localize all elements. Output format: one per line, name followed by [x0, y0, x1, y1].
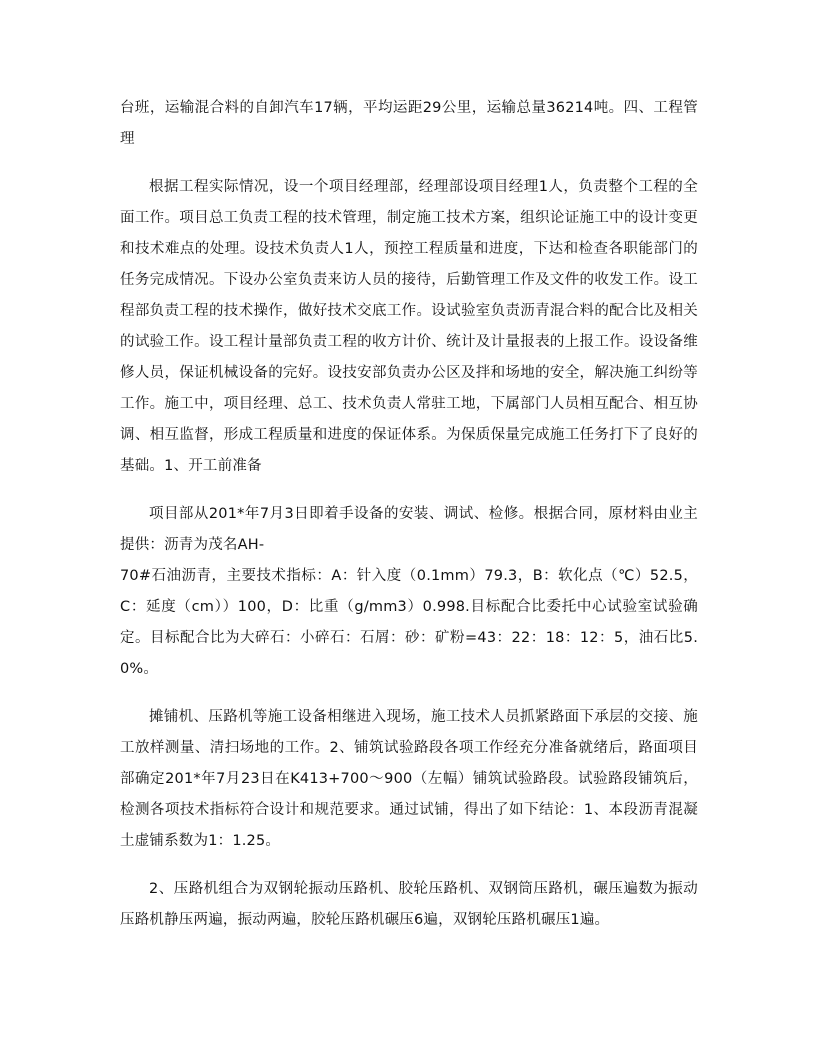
paragraph-preparation-line-1: 项目部从201*年7月3日即着手设备的安装、调试、检修。根据合同，原材料由业主提供：沥青为茂名AH- [120, 506, 698, 553]
document-body [120, 93, 698, 953]
paragraph-transport-summary: 台班，运输混合料的自卸汽车17辆，平均运距29公里，运输总量36214吨。四、工程管理 [120, 100, 698, 147]
paragraph-roller-combination: 2、压路机组合为双钢轮振动压路机、胶轮压路机、双钢筒压路机，碾压遍数为振动压路机静压两遍，振动两遍，胶轮压路机碾压6遍，双钢轮压路机碾压1遍。 [120, 881, 698, 928]
paragraph-project-management: 根据工程实际情况，设一个项目经理部，经理部设项目经理1人，负责整个工程的全面工作。项目总工负责工程的技术管理，制定施工技术方案，组织论证施工中的设计变更和技术难点的处理。设技术负责人1人，预控工程质量和进度，下达和检查各职能部门的任务完成情况。下设办公室负责来访人员的接待，后勤管理工作及文件的收发工作。设工程部负责工程的技术操作，做好技术交底工作。设试验室负责沥青混合料的配合比及相关的试验工作。设工程计量部负责工程的收方计价、统计及计量报表的上报工作。设设备维修人员，保证机械设备的完好。设技安部负责办公区及拌和场地的安全，解决施工纠纷等工作。施工中，项目经理、总工、技术负责人常驻工地，下属部门人员相互配合、相互协调、相互监督，形成工程质量和进度的保证体系。为保质保量完成施工任务打下了良好的基础。1、开工前准备 [120, 179, 698, 474]
paragraph-preparation-line-2: 70#石油沥青，主要技术指标：A：针入度（0.1mm）79.3，B：软化点（℃）52.5，C：延度（cm））100，D：比重（g/mm3）0.998.目标配合比委托中心试验室试验确定。目标配合比为大碎石：小碎石：石屑：砂：矿粉=43：22：18：12：5，油石比5.0%。 [120, 568, 698, 677]
paragraph-trial-section: 摊铺机、压路机等施工设备相继进入现场，施工技术人员抓紧路面下承层的交接、施工放样测量、清扫场地的工作。2、铺筑试验路段各项工作经充分准备就绪后，路面项目部确定201*年7月23日在K413+700～900（左幅）铺筑试验路段。试验路段铺筑后，检测各项技术指标符合设计和规范要求。通过试铺，得出了如下结论：1、本段沥青混凝土虚铺系数为1：1.25。 [120, 709, 698, 849]
paragraph-preparation [120, 499, 698, 685]
paragraph-spacer [120, 685, 698, 702]
